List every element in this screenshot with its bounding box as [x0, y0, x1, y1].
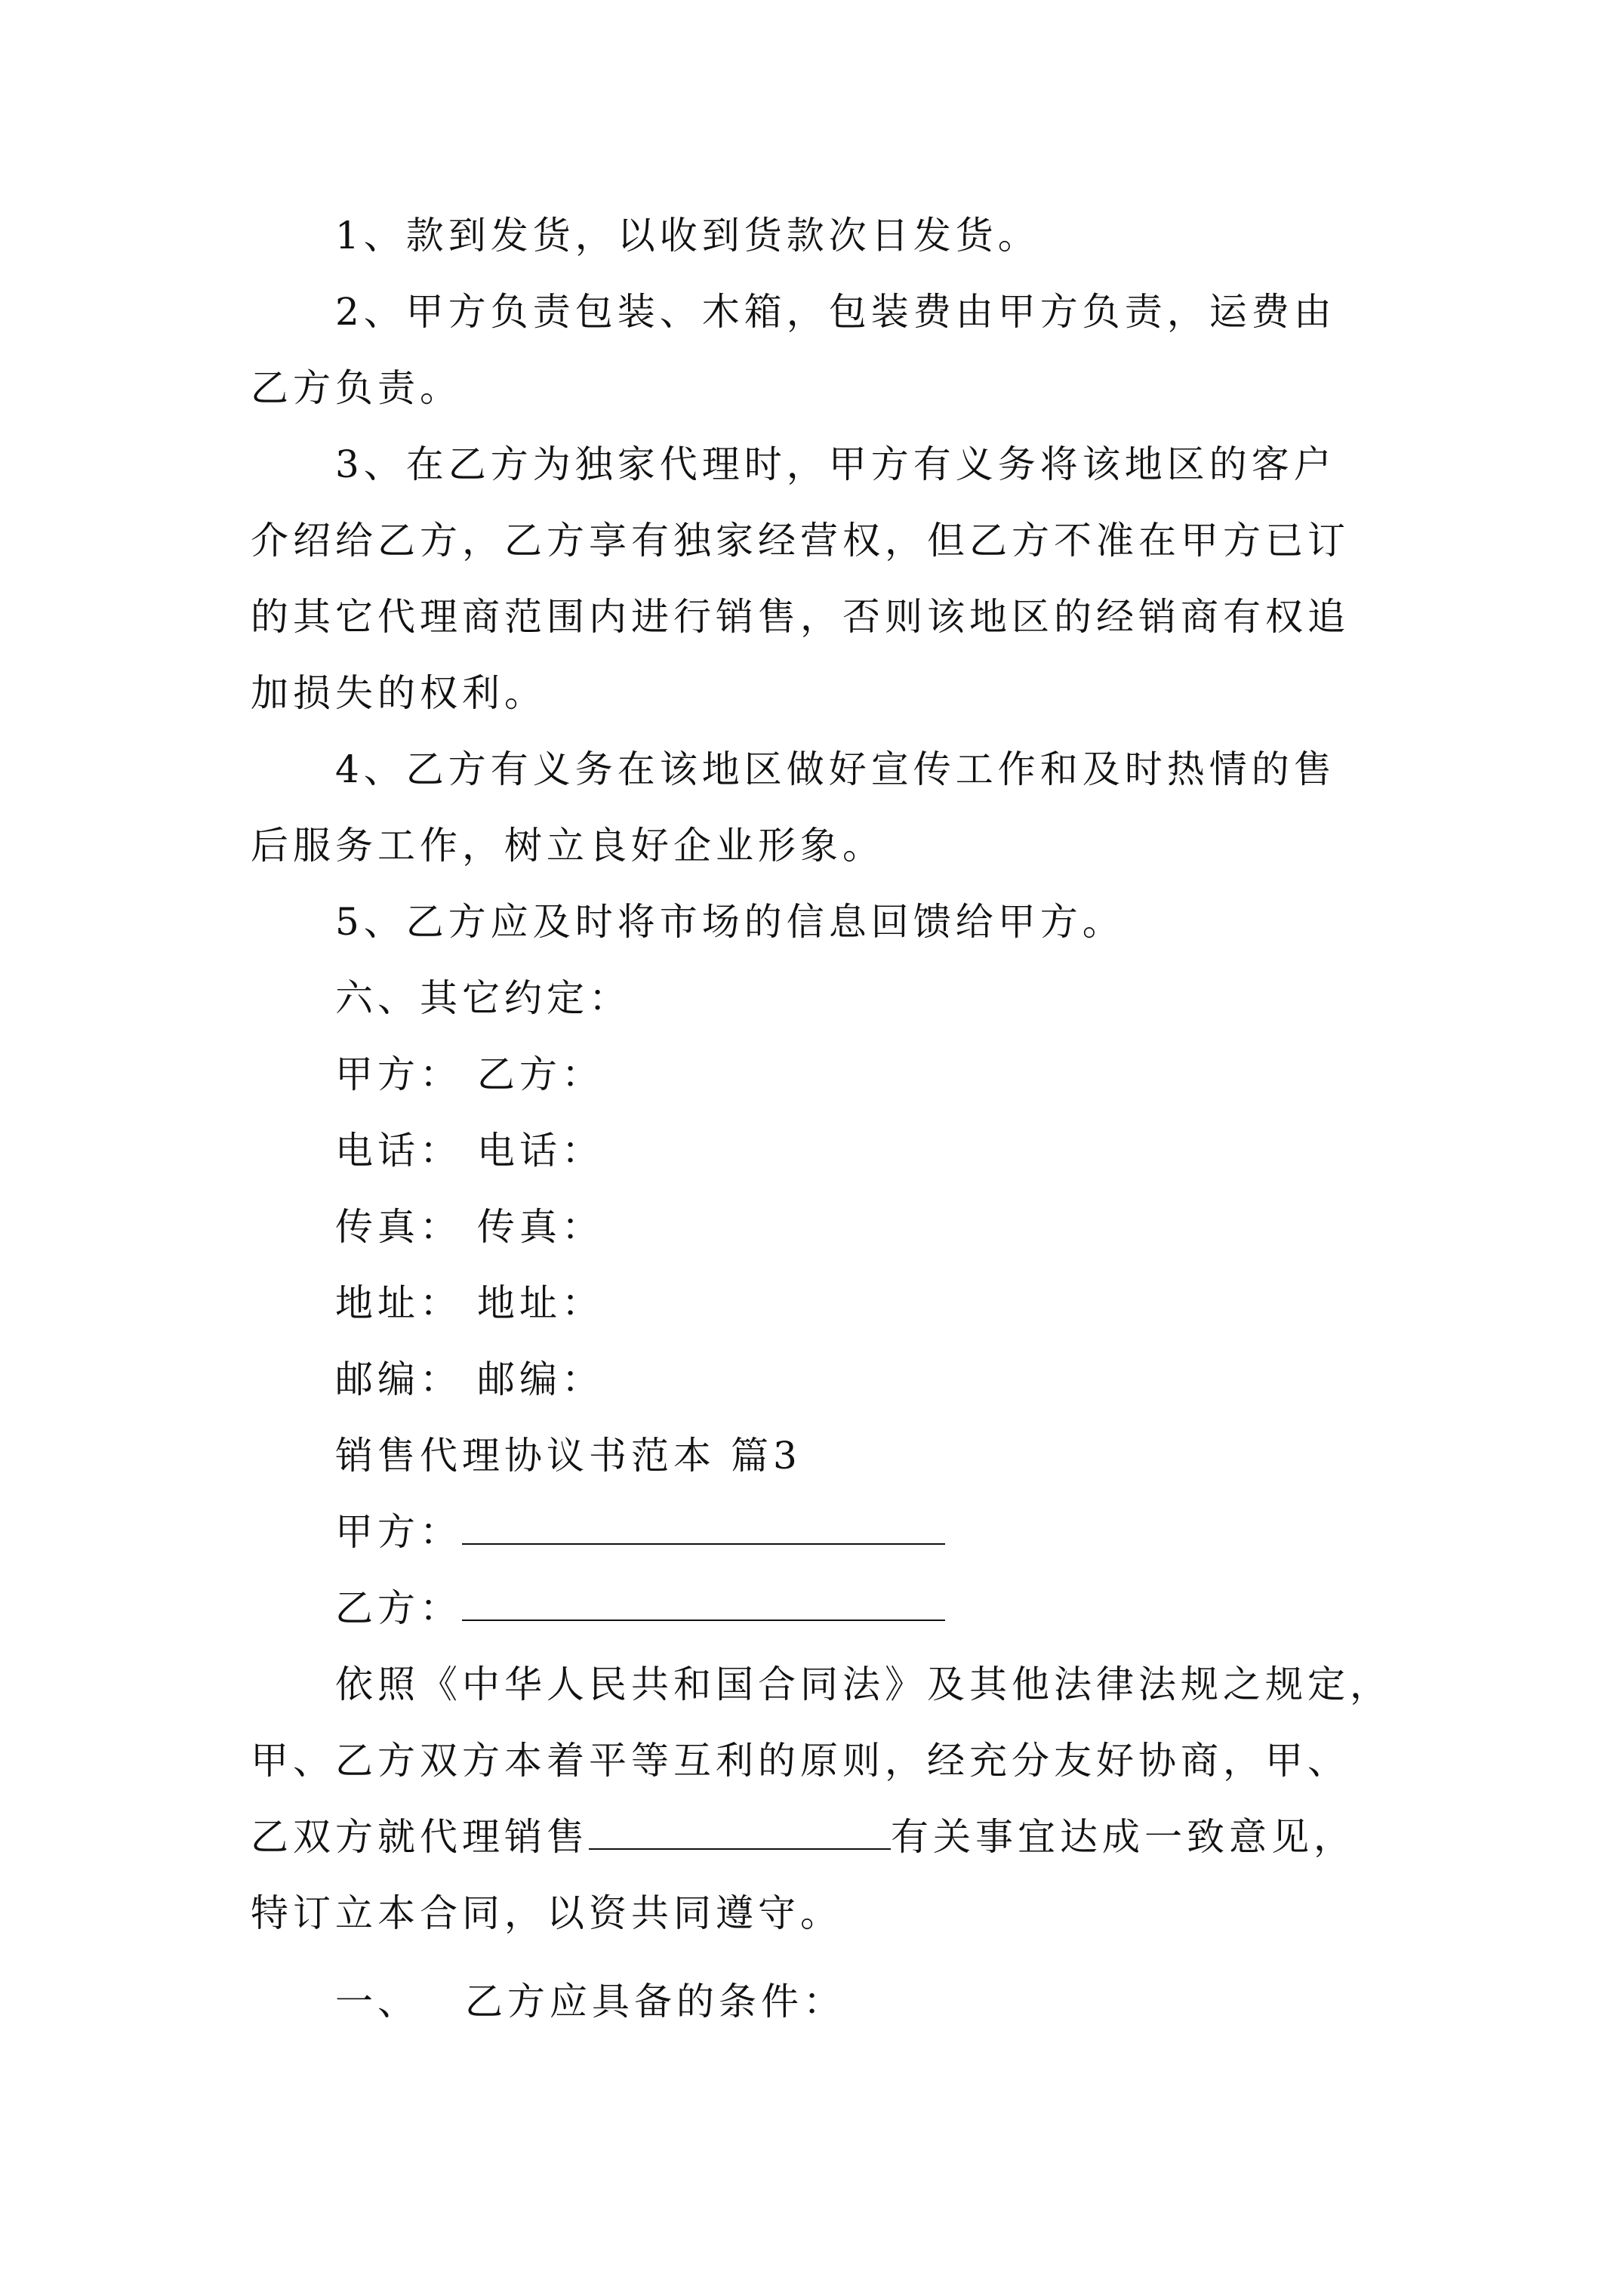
paragraph-feedback — [251, 884, 1383, 960]
text-line: 特订立本合同，以资共同遵守。 — [251, 1891, 842, 1935]
text-line-with-blank — [166, 1799, 1383, 1875]
clause-1-number: 一、 — [335, 1980, 420, 2023]
section-number: 篇3 — [731, 1434, 802, 1478]
document-body — [251, 198, 1392, 2040]
paragraph-promotion — [251, 732, 1383, 884]
text-line: 加损失的权利。 — [251, 671, 547, 715]
intro-before-blank: 乙双方就代理销售 — [251, 1815, 589, 1859]
fax-a-label: 传真： — [335, 1205, 462, 1249]
contact-row-phone — [251, 1113, 1383, 1189]
text-line: 六、其它约定： — [335, 976, 631, 1020]
party-b-line — [251, 1570, 1383, 1647]
text-line: 1、款到发货，以收到货款次日发货。 — [335, 214, 1040, 257]
text-line: 介绍给乙方，乙方享有独家经营权，但乙方不准在甲方已订 — [251, 519, 1350, 562]
product-blank[interactable] — [589, 1801, 891, 1850]
text-line: 的其它代理商范围内进行销售，否则该地区的经销商有权追 — [251, 595, 1350, 639]
paragraph-intro — [251, 1647, 1392, 1952]
section-title: 销售代理协议书范本 — [335, 1434, 716, 1478]
paragraph-delivery — [251, 198, 1383, 274]
text-line: 3、在乙方为独家代理时，甲方有义务将该地区的客户 — [335, 442, 1336, 486]
text-line: 乙方负责。 — [251, 366, 462, 410]
text-line: 5、乙方应及时将市场的信息回馈给甲方。 — [335, 900, 1125, 944]
text-line: 甲、乙方双方本着平等互利的原则，经充分友好协商，甲、 — [251, 1739, 1350, 1783]
party-b-label: 乙方： — [335, 1586, 462, 1630]
paragraph-other-terms — [251, 960, 1383, 1037]
paragraph-packaging — [251, 274, 1383, 427]
party-b-blank[interactable] — [462, 1573, 945, 1621]
phone-a-label: 电话： — [335, 1129, 462, 1173]
intro-after-blank: 有关事宜达成一致意见， — [891, 1815, 1356, 1859]
clause-1-text: 乙方应具备的条件： — [465, 1980, 845, 2023]
clause-1-heading — [251, 1964, 1383, 2040]
contact-row-fax — [251, 1189, 1383, 1265]
text-line: 4、乙方有义务在该地区做好宣传工作和及时热情的售 — [335, 747, 1336, 791]
party-a-blank[interactable] — [462, 1496, 945, 1545]
section-heading — [251, 1418, 1383, 1494]
text-line: 2、甲方负责包装、木箱，包装费由甲方负责，运费由 — [335, 290, 1336, 334]
phone-b-label: 电话： — [477, 1129, 604, 1173]
paragraph-exclusive-agency — [251, 427, 1383, 732]
address-a-label: 地址： — [335, 1281, 462, 1325]
party-a-field-label: 甲方： — [335, 1052, 462, 1096]
fax-b-label: 传真： — [477, 1205, 604, 1249]
party-a-line — [251, 1494, 1383, 1570]
postcode-b-label: 邮编： — [477, 1358, 604, 1401]
postcode-a-label: 邮编： — [335, 1358, 462, 1401]
party-a-label: 甲方： — [335, 1510, 462, 1554]
contact-row-address — [251, 1265, 1383, 1342]
text-line: 依照《中华人民共和国合同法》及其他法律法规之规定， — [335, 1663, 1392, 1706]
contact-row-postcode — [251, 1342, 1383, 1418]
address-b-label: 地址： — [477, 1281, 604, 1325]
contact-row-party — [251, 1037, 1383, 1113]
party-b-field-label: 乙方： — [477, 1052, 604, 1096]
text-line: 后服务工作，树立良好企业形象。 — [251, 824, 885, 868]
